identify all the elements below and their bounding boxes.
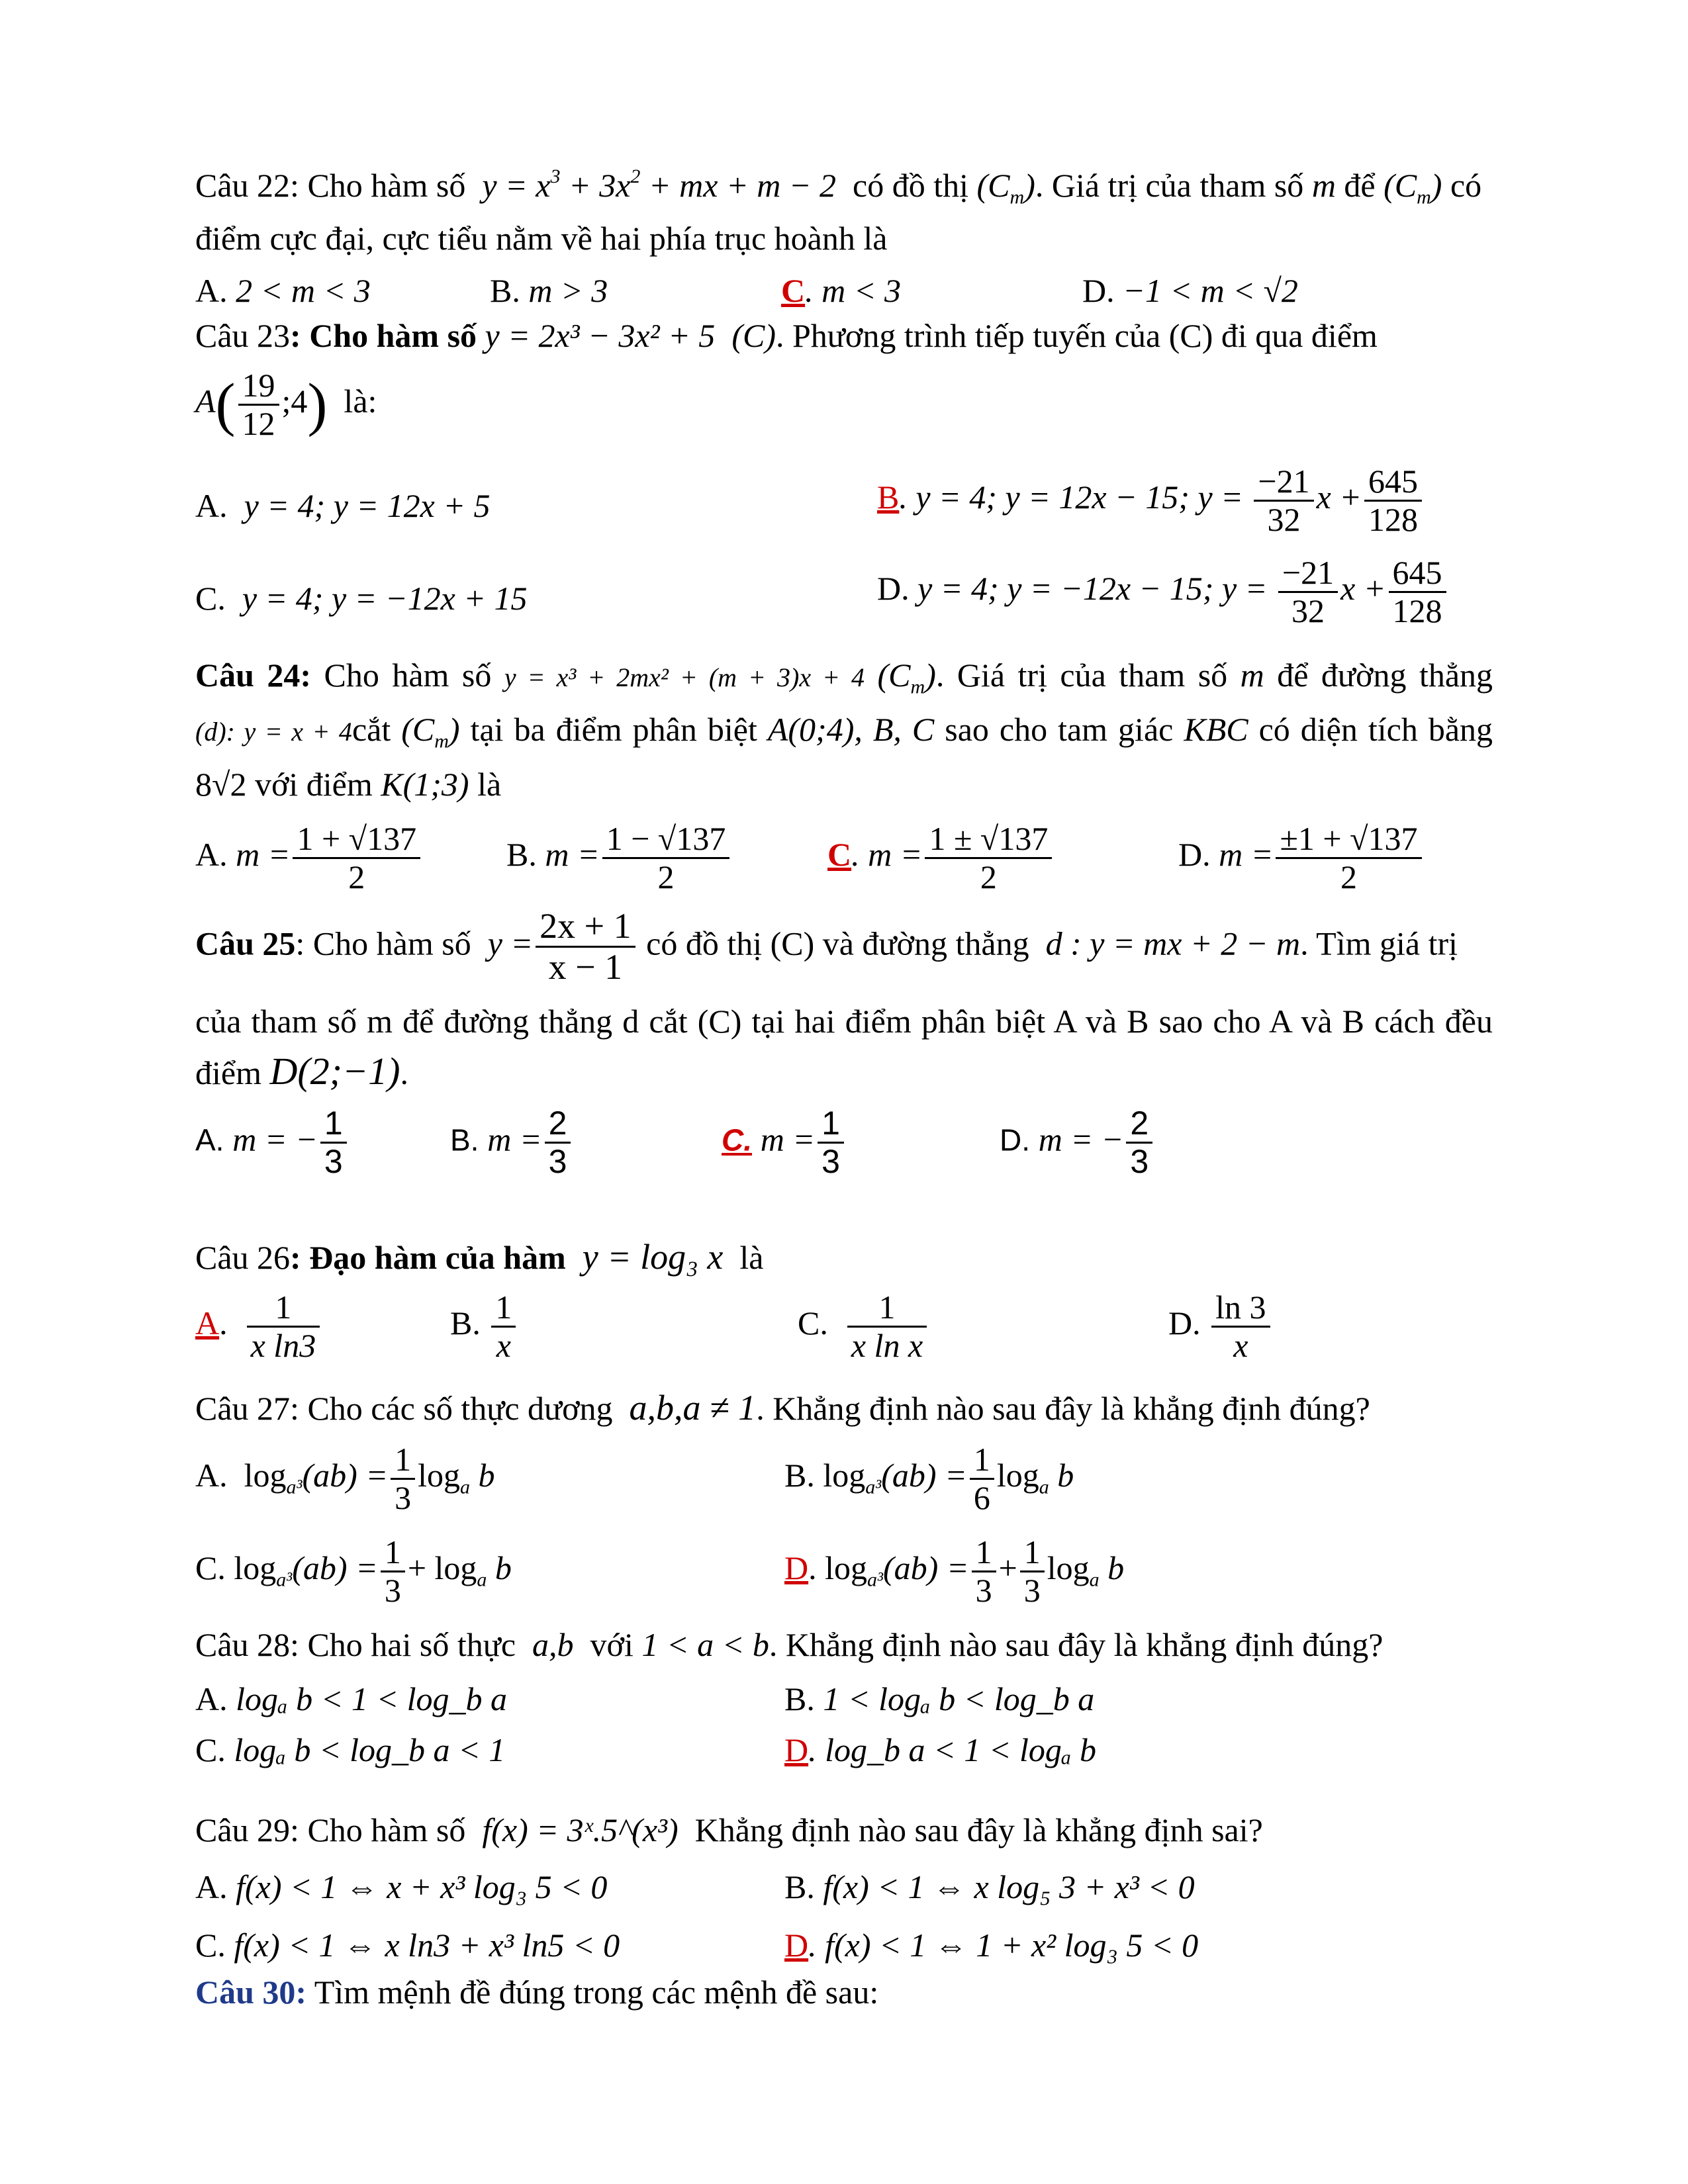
question-30: Câu 30: Tìm mệnh đề đúng trong các mệnh đề sau: [195, 1974, 879, 2011]
q24-option-d: D. m = $\frac{\pm 1 + √137}{2}$ [1178, 821, 1425, 895]
q29-option-b: B. f(x) < 1 ⇔ x log₅ 3 + x³ < 0 [784, 1868, 1195, 1905]
question-23: Câu 23: Cho hàm số y = 2x³ − 3x² + 5 (C). Phương trình tiếp tuyến của (C) đi qua điểm [195, 317, 1378, 354]
question-26: Câu 26: Đạo hàm của hàm y = log₃ x là [195, 1237, 764, 1277]
q27-option-c: C. $\log_{a^3}(ab)$ = $\frac{1}{3}$ + $\log_a b$ [195, 1533, 512, 1609]
q22-option-a: A. 2 < m < 3 [195, 272, 371, 309]
q22-correct-marker: C [781, 272, 806, 309]
q24-line2: (d): y = x + 4cắt $(C_m)$ tại ba điểm phân biệt A(0;4), B, C sao cho tam giác KBC có diện tích bằng [195, 711, 1493, 752]
q25-correct-marker: C. [722, 1122, 752, 1158]
q22-option-c: C. m < 3 [781, 272, 901, 309]
question-25: Câu 25: Cho hàm số y = $\frac{2x + 1}{x - 1}$ có đồ thị (C) và đường thẳng d : y = mx + 2 − m. Tìm giá trị [195, 906, 1458, 987]
q23-correct-marker: B [877, 478, 900, 516]
question-22: Câu 22: Cho hàm số $y = x^3 + 3x^2$ + mx + m − 2 có đồ thị $(C_m)$. Giá trị của tham số m để $(C_m)$ có [195, 165, 1482, 208]
q23-option-a: A. y = 4; y = 12x + 5 [195, 487, 491, 524]
q26-option-c: C. $\frac{1}{\text{x ln x}}$ [798, 1289, 929, 1364]
q27-option-a: A. $\log_{a^3}(ab)$ = $\frac{1}{3}$ $\log_a b$ [195, 1441, 495, 1516]
q24-option-c: C. m = $\frac{1 \pm √137}{2}$ [827, 821, 1055, 895]
q29-option-c: C. f(x) < 1 ⇔ x ln3 + x³ ln5 < 0 [195, 1927, 620, 1964]
q25-line2: của tham số m để đường thẳng d cắt (C) tại hai điểm phân biệt A và B sao cho A và B cách đều [195, 1003, 1493, 1040]
question-28: Câu 28: Cho hai số thực a,b với 1 < a < b. Khẳng định nào sau đây là khẳng định đúng? [195, 1626, 1383, 1663]
q28-correct-marker: D [784, 1731, 809, 1768]
q22-option-d: D. −1 < m < √2 [1082, 272, 1298, 309]
q28-option-c: C. logₐ b < log_b a < 1 [195, 1731, 506, 1768]
q29-option-d: D. f(x) < 1 ⇔ 1 + x² log₃ 5 < 0 [784, 1927, 1199, 1964]
q29-option-a: A. f(x) < 1 ⇔ x + x³ log₃ 5 < 0 [195, 1868, 608, 1905]
q22-formula: $y = x^3 + 3x^2$ + mx + m − 2 [473, 165, 845, 204]
q25-option-b: B. m = $\frac{2}{3}$ [450, 1105, 573, 1180]
q26-option-d: D. $\frac{\ln 3}{x}$ [1168, 1289, 1273, 1364]
q29-formula: f(x) = 3ˣ.5^(x³) [482, 1811, 679, 1848]
q25-option-d: D. m = − $\frac{2}{3}$ [1000, 1105, 1155, 1180]
q25-line3: điểm D(2;−1). [195, 1050, 408, 1093]
q23-option-b: B. y = 4; y = 12x − 15; y = $\frac{-21}{32}$ x + $\frac{645}{128}$ [877, 463, 1425, 538]
q22-label: Câu 22 [195, 167, 291, 204]
q26-option-a: A. $\frac{1}{\text{x ln3}}$ [195, 1289, 322, 1364]
q24-correct-marker: C [827, 835, 852, 873]
q26-correct-marker: A [195, 1304, 220, 1342]
q23-formula: y = 2x³ − 3x² + 5 [485, 317, 716, 354]
q24-line3: 8√2 với điểm K(1;3) là [195, 766, 502, 803]
question-24: Câu 24: Cho hàm số y = x³ + 2mx² + (m + 3)x + 4 $(C_m)$. Giá trị của tham số m để đường thẳng [195, 657, 1493, 698]
q27-option-d: D. $\log_{a^3}(ab)$ = $\frac{1}{3}$ + $\frac{1}{3}$ $\log_a b$ [784, 1533, 1125, 1609]
q28-option-d: D. log_b a < 1 < logₐ b [784, 1731, 1096, 1768]
question-27: Câu 27: Cho các số thực dương a,b,a ≠ 1. Khẳng định nào sau đây là khẳng định đúng? [195, 1388, 1370, 1428]
q23-option-c: C. y = 4; y = −12x + 15 [195, 580, 528, 617]
q23-option-d: D. y = 4; y = −12x − 15; y = $\frac{-21}{32}$ x + $\frac{645}{128}$ [877, 555, 1449, 629]
q23-point-a: A( $\frac{19}{12}$ ;4) là: [195, 367, 377, 442]
q25-option-c: C. m = $\frac{1}{3}$ [722, 1105, 847, 1180]
q27-option-b: B. $\log_{a^3}(ab)$ = $\frac{1}{6}$ $\log_a b$ [784, 1441, 1074, 1516]
q24-option-b: B. m = $\frac{1 - √137}{2}$ [506, 821, 732, 895]
q22-line2: điểm cực đại, cực tiểu nằm về hai phía trục hoành là [195, 220, 888, 257]
q29-correct-marker: D [784, 1927, 809, 1964]
q27-correct-marker: D [784, 1549, 809, 1586]
q28-option-b: B. 1 < logₐ b < log_b a [784, 1680, 1095, 1717]
q24-option-a: A. m = $\frac{1 + √137}{2}$ [195, 821, 423, 895]
q26-option-b: B. $\frac{1}{x}$ [450, 1289, 518, 1364]
q22-option-b: B. m > 3 [490, 272, 608, 309]
q28-option-a: A. logₐ b < 1 < log_b a [195, 1680, 507, 1717]
question-29: Câu 29: Cho hàm số f(x) = 3ˣ.5^(x³) Khẳng định nào sau đây là khẳng định sai? [195, 1811, 1263, 1848]
q25-option-a: A. m = − $\frac{1}{3}$ [195, 1105, 350, 1180]
